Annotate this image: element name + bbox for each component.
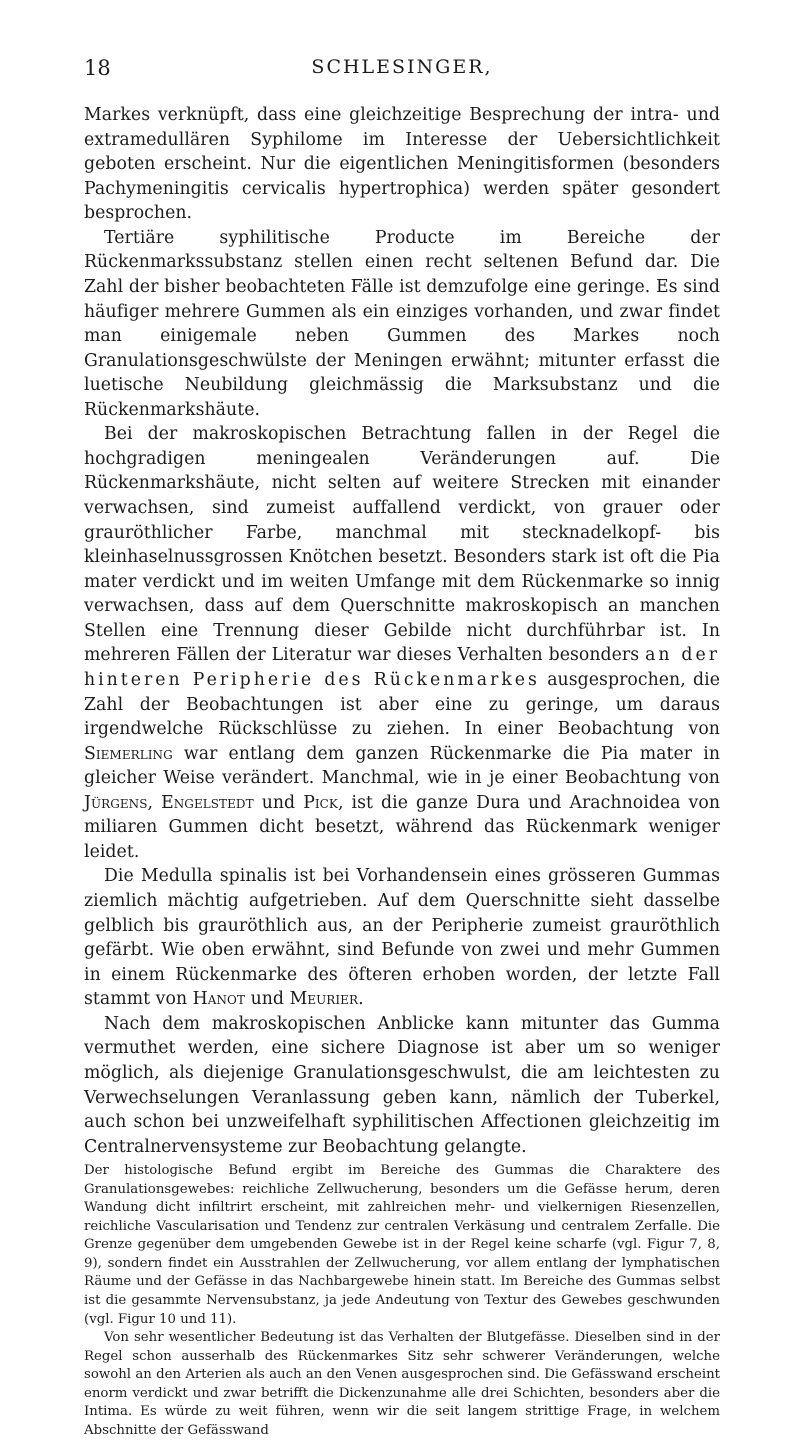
paragraph-text-segment: war entlang dem ganzen Rückenmarke die Pia mater in gleicher Weise verändert. Manchmal, wie in je einer Beobachtung von bbox=[84, 743, 720, 789]
paragraph-histology: Der histologische Befund ergibt im Bereiche des Gummas die Charaktere des Granulationsgewebes: reichliche Zellwucherung, besonders um die Gefässe herum, deren Wandung dicht infiltrirt erscheint, mit zahlreichen mehr- und vielkernigen Riesenzellen, reichliche Vascularisation und Tendenz zur centralen Verkäsung und centralem Zerfalle. Die Grenze gegenüber dem umgebenden Gewebe ist in der Regel keine scharfe (vgl. Figur 7, 8, 9), sondern findet ein Ausstrahlen der Zellwucherung, vor allem entlang der lymphatischen Räume und der Gefässe in das Nachbargewebe hinein statt. Im Bereiche des Gummas selbst ist die gesammte Nervensubstanz, ja jede Andeutung von Textur des Gewebes geschwunden (vgl. Figur 10 und 11). bbox=[84, 1163, 720, 1327]
conjunction: und bbox=[261, 792, 296, 813]
author-name: Engelstedt bbox=[161, 792, 254, 813]
running-head: SCHLESINGER, bbox=[311, 56, 493, 78]
paragraph-text-segment: Die Medulla spinalis ist bei Vorhandensein eines grösseren Gummas ziemlich mächtig aufgetrieben. Auf dem Querschnitte sieht dasselbe gelblich bis grauröthlich aus, an der Peripherie zumeist grauröthlich gefärbt. Wie oben erwähnt, sind Befunde von zwei und mehr Gummen in einem Rückenmarke des öfteren erhoben worden, der letzte Fall stammt von bbox=[84, 866, 720, 1010]
paragraph-blood-vessels: Von sehr wesentlicher Bedeutung ist das Verhalten der Blutgefässe. Dieselben sind in der Regel schon ausserhalb des Rückenmarkes Sitz sehr schwerer Veränderungen, welche sowohl an den Arterien als auch an den Venen ausgesprochen sind. Die Gefässwand erscheint enorm verdickt und zwar betrifft die Dickenzunahme alle drei Schichten, besonders aber die Intima. Es würde zu weit führen, wenn wir die seit langem strittige Frage, in welchem Abschnitte der Gefässwand bbox=[84, 1330, 720, 1438]
page-header bbox=[84, 56, 720, 86]
author-name: Meurier bbox=[289, 989, 359, 1010]
punctuation: . bbox=[358, 989, 364, 1010]
author-name: Jürgens bbox=[84, 792, 148, 813]
paragraph-tertiary-products: Tertiäre syphilitische Producte im Bereiche der Rückenmarkssubstanz stellen einen recht seltenen Befund dar. Die Zahl der bisher beobachteten Fälle ist demzufolge eine geringe. Es sind häufiger mehrere Gummen als ein einziges vorhanden, und zwar findet man einigemale neben Gummen des Markes noch Granulationsgeschwülste der Meningen erwähnt; mitunter erfasst die luetische Neubildung gleichmässig die Marksubstanz und die Rückenmarkshäute. bbox=[84, 227, 720, 420]
paragraph-text-segment: ausgesprochen, die Zahl der Beobachtungen ist aber eine zu geringe, um daraus irgendwelche Rückschlüsse zu ziehen. In einer Beobachtung von bbox=[84, 669, 720, 740]
paragraph-diagnosis: Nach dem makroskopischen Anblicke kann mitunter das Gumma vermuthet werden, eine sichere Diagnose ist aber um so weniger möglich, als diejenige Granulationsgeschwulst, die am leichtesten zu Verwechselungen Veranlassung geben kann, nämlich der Tuberkel, auch schon bei unzweifelhaft syphilitischen Affectionen gleichzeitig im Centralnervensysteme zur Beobachtung gelangte. bbox=[84, 1013, 720, 1157]
author-name: Siemerling bbox=[84, 743, 173, 764]
paragraph-medulla-spinalis bbox=[84, 864, 720, 1011]
emphasized-phrase: an der hinteren Peripherie des Rückenmarkes bbox=[84, 645, 720, 690]
paragraph-text-segment: , ist die ganze Dura und Arachnoidea von miliaren Gummen dicht besetzt, während das Rückenmark weniger leidet. bbox=[84, 792, 721, 862]
small-print-section bbox=[84, 1162, 720, 1440]
punctuation: , bbox=[147, 792, 154, 813]
paragraph-text-segment: Bei der makroskopischen Betrachtung fallen in der Regel die hochgradigen meningealen Veränderungen auf. Die Rückenmarkshäute, nicht selten auf weitere Strecken mit einander verwachsen, sind zumeist auffallend verdickt, von grauer oder grauröthlicher Farbe, manchmal mit stecknadelkopf- bis kleinhaselnussgrossen Knötchen besetzt. Besonders stark ist oft die Pia mater verdickt und im weiten Umfange mit dem Rückenmarke so innig verwachsen, dass auf dem Querschnitte makroskopisch an manchen Stellen eine Trennung dieser Gebilde nicht durchführbar ist. In mehreren Fällen der Literatur war dieses Verhalten besonders bbox=[84, 424, 720, 666]
conjunction: und bbox=[250, 989, 285, 1010]
author-name: Pick bbox=[303, 792, 338, 813]
body-text bbox=[84, 103, 720, 1440]
paragraph-continuation: Markes verknüpft, dass eine gleichzeitige Besprechung der intra- und extramedullären Syphilome im Interesse der Uebersichtlichkeit geboten erscheint. Nur die eigentlichen Meningitisformen (besonders Pachymeningitis cervicalis hypertrophica) werden später gesondert besprochen. bbox=[84, 105, 720, 224]
page-number: 18 bbox=[84, 56, 111, 80]
author-name: Hanot bbox=[192, 989, 246, 1010]
paragraph-macroscopic-meninges bbox=[84, 422, 720, 864]
